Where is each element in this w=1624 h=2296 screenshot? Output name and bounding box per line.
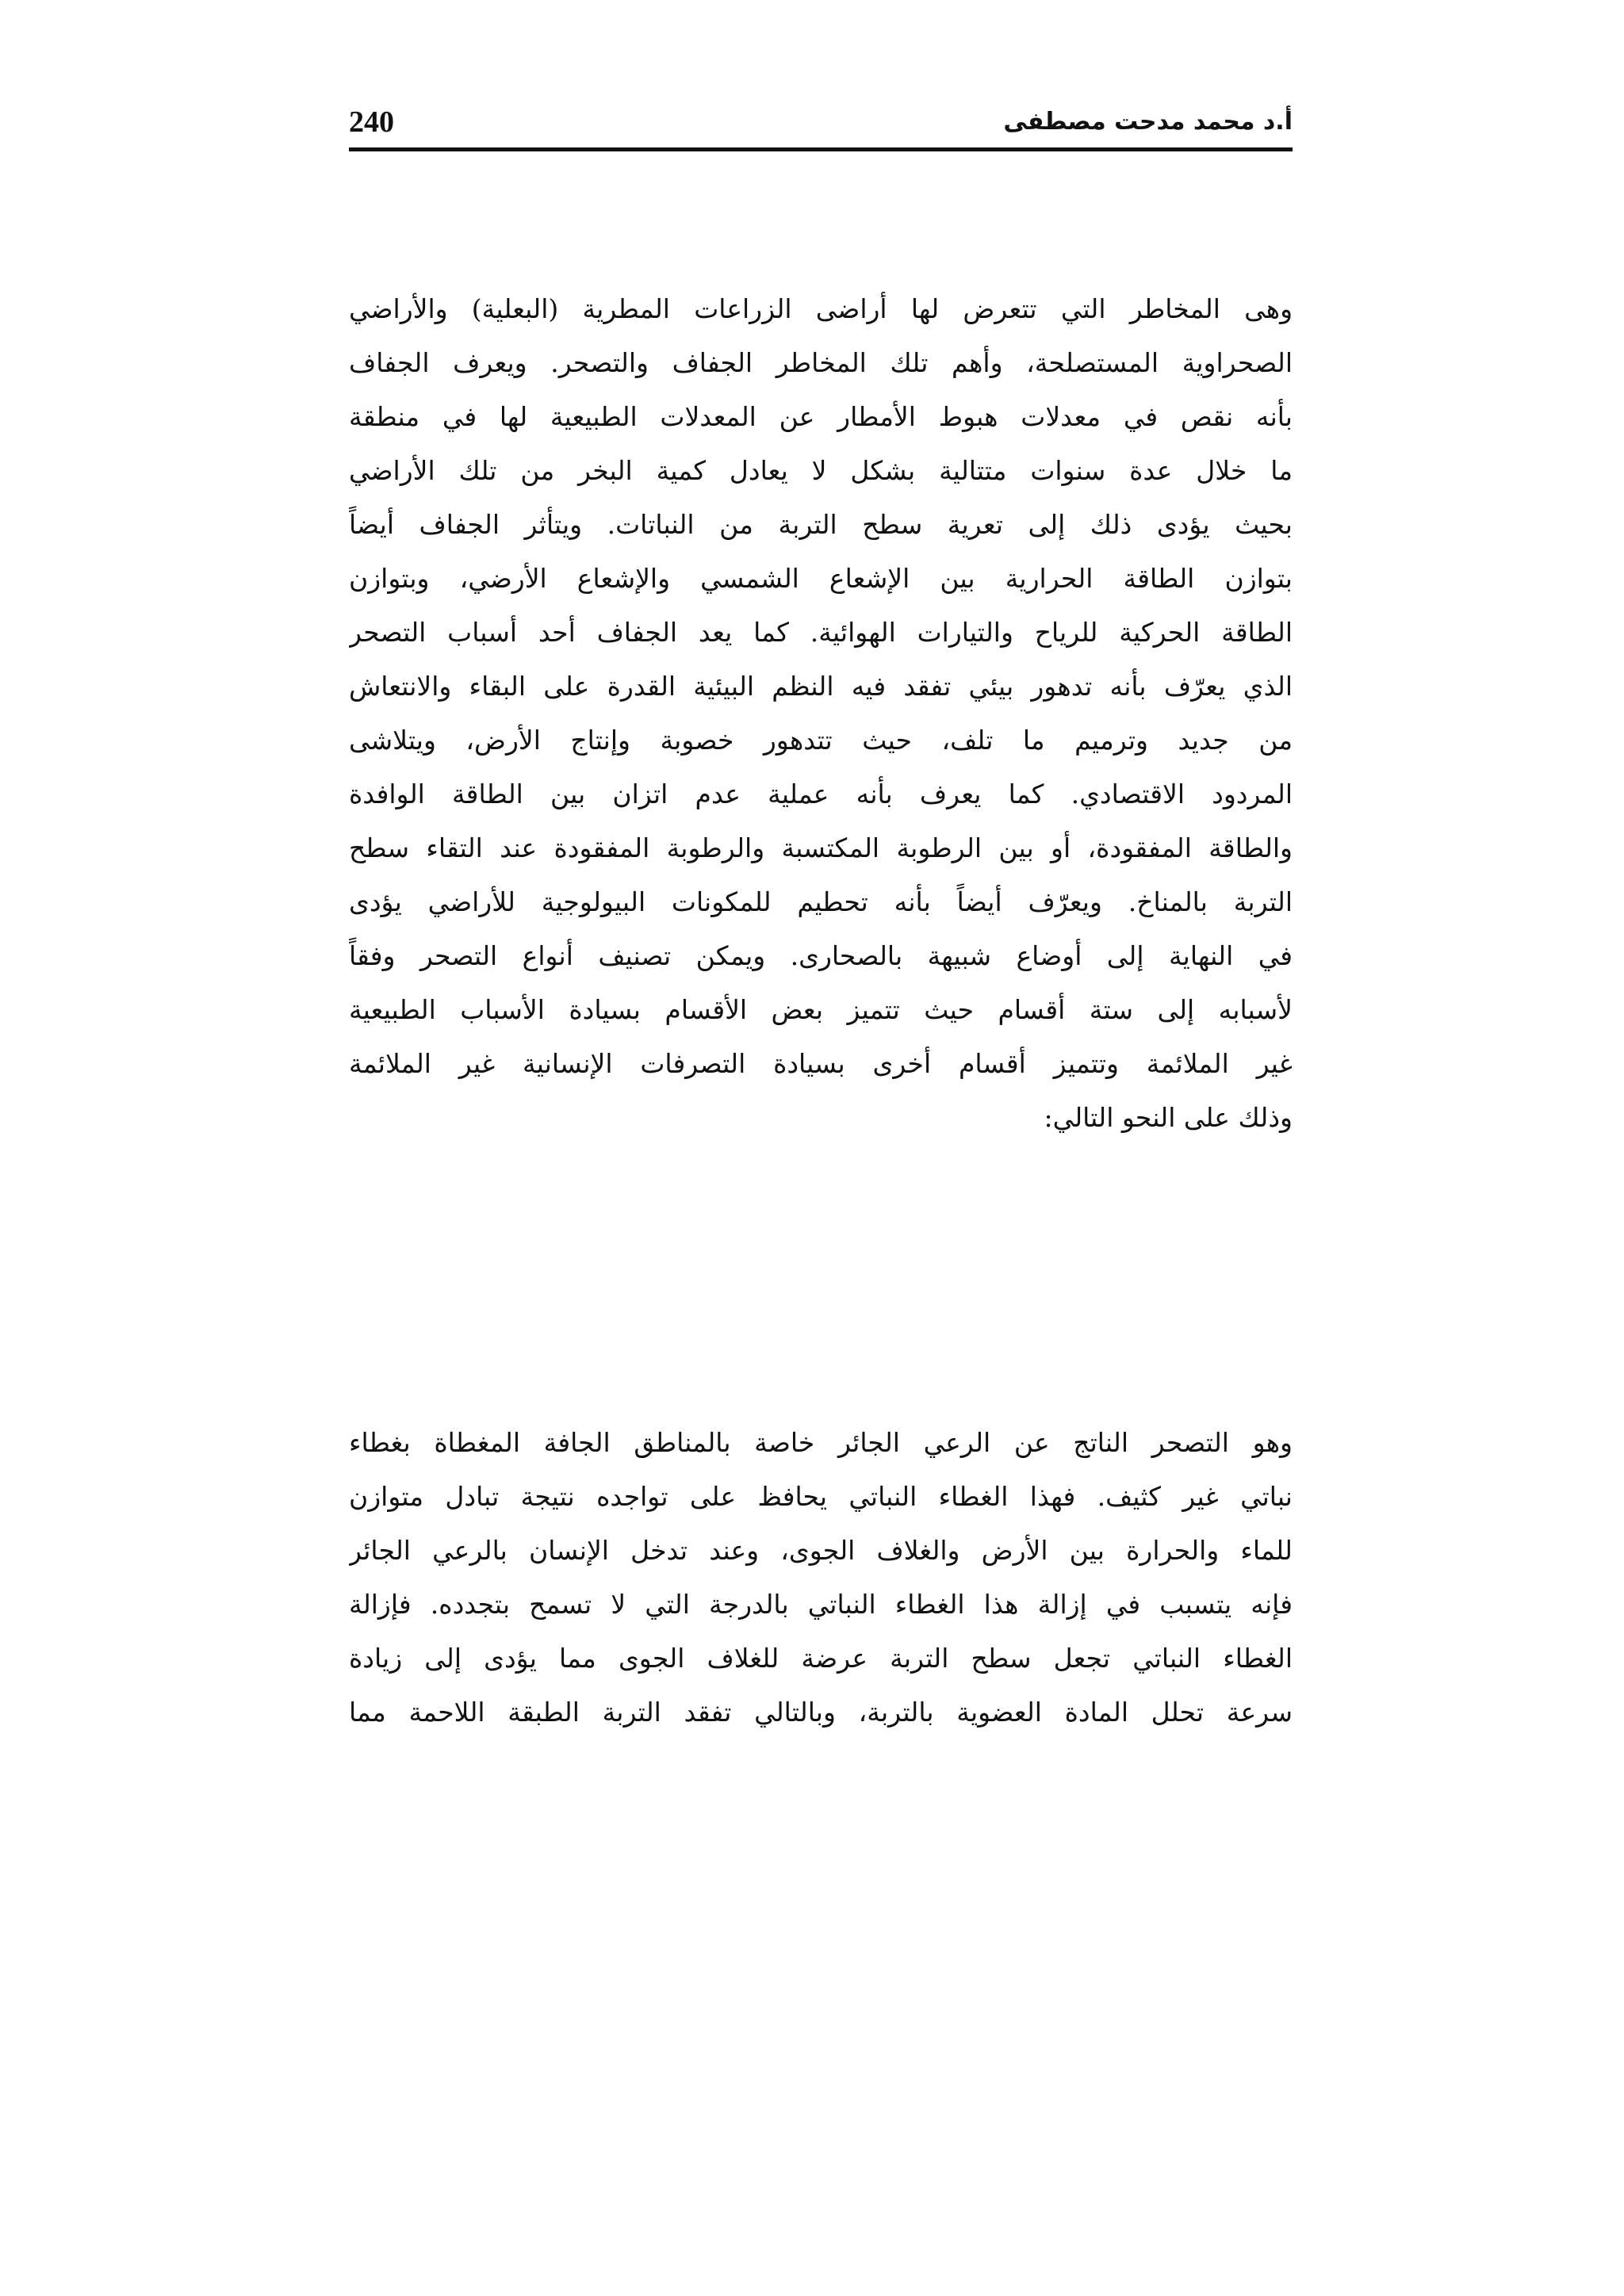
text-line: سرعة تحلل المادة العضوية بالتربة، وبالتالي تفقد التربة الطبقة اللاحمة مما [349, 1697, 1293, 1728]
text-line: وذلك على النحو التالي: [1044, 1102, 1293, 1133]
text-line: بحيث يؤدى ذلك إلى تعرية سطح التربة من النباتات. ويتأثر الجفاف أيضاً [349, 509, 1293, 540]
text-line: التربة بالمناخ. ويعرّف أيضاً بأنه تحطيم للمكونات البيولوجية للأراضي يؤدى [349, 886, 1293, 917]
text-line: من جديد وترميم ما تلف، حيث تتدهور خصوبة وإنتاج الأرض، ويتلاشى [349, 725, 1293, 756]
header-divider [349, 147, 1293, 151]
page-number: 240 [349, 105, 394, 139]
text-line: غير الملائمة وتتميز أقسام أخرى بسيادة التصرفات الإنسانية غير الملائمة [349, 1048, 1293, 1079]
text-line: المردود الاقتصادي. كما يعرف بأنه عملية عدم اتزان بين الطاقة الوافدة [349, 779, 1293, 809]
text-line: فإنه يتسبب في إزالة هذا الغطاء النباتي بالدرجة التي لا تسمح بتجدده. فإزالة [349, 1589, 1293, 1620]
author-name: أ.د محمد مدحت مصطفى [1003, 108, 1293, 136]
text-line: للماء والحرارة بين الأرض والغلاف الجوى، وعند تدخل الإنسان بالرعي الجائر [349, 1535, 1293, 1566]
text-line: الصحراوية المستصلحة، وأهم تلك المخاطر الجفاف والتصحر. ويعرف الجفاف [349, 347, 1293, 378]
text-line: ما خلال عدة سنوات متتالية بشكل لا يعادل كمية البخر من تلك الأراضي [349, 455, 1293, 486]
body-paragraph-1 [349, 282, 1293, 1145]
text-line: الذي يعرّف بأنه تدهور بيئي تفقد فيه النظم البيئية القدرة على البقاء والانتعاش [349, 671, 1293, 702]
text-line: بتوازن الطاقة الحرارية بين الإشعاع الشمسي والإشعاع الأرضي، وبتوازن [349, 563, 1293, 594]
page-header [349, 101, 1293, 149]
body-paragraph-2 [349, 1416, 1293, 1739]
text-line: لأسبابه إلى ستة أقسام حيث تتميز بعض الأقسام بسيادة الأسباب الطبيعية [349, 994, 1293, 1025]
text-line: الغطاء النباتي تجعل سطح التربة عرضة للغلاف الجوى مما يؤدى إلى زيادة [349, 1643, 1293, 1674]
text-line: نباتي غير كثيف. فهذا الغطاء النباتي يحافظ على تواجده نتيجة تبادل متوازن [349, 1481, 1293, 1512]
text-line: والطاقة المفقودة، أو بين الرطوبة المكتسبة والرطوبة المفقودة عند التقاء سطح [349, 832, 1293, 863]
text-line: بأنه نقص في معدلات هبوط الأمطار عن المعدلات الطبيعية لها في منطقة [349, 401, 1293, 432]
text-line: في النهاية إلى أوضاع شبيهة بالصحارى. ويمكن تصنيف أنواع التصحر وفقاً [349, 940, 1293, 971]
text-line: وهو التصحر الناتج عن الرعي الجائر خاصة بالمناطق الجافة المغطاة بغطاء [349, 1427, 1293, 1458]
text-line: الطاقة الحركية للرياح والتيارات الهوائية. كما يعد الجفاف أحد أسباب التصحر [349, 617, 1293, 648]
text-line: وهى المخاطر التي تتعرض لها أراضى الزراعات المطرية (البعلية) والأراضي [349, 293, 1293, 324]
